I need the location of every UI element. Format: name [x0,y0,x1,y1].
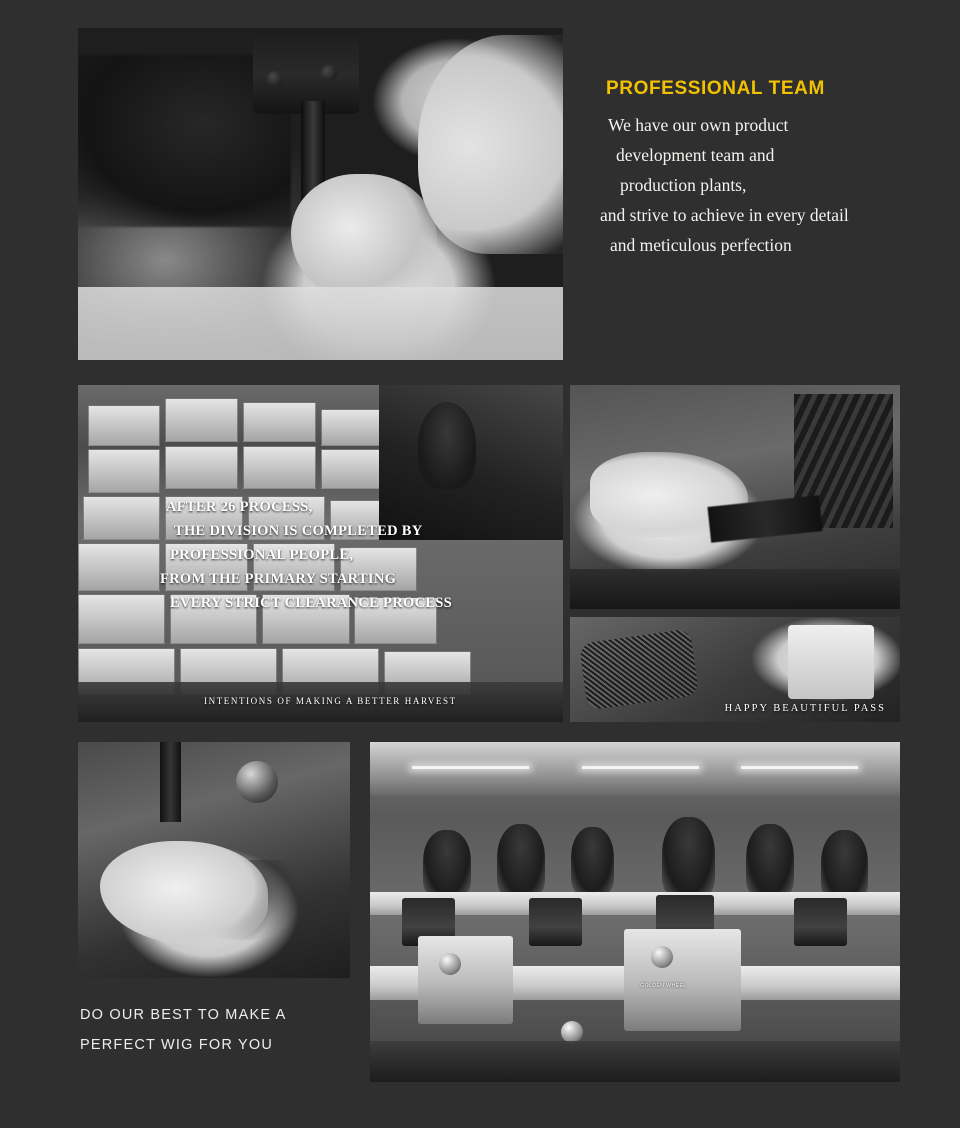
factory-worker [571,827,613,895]
box-stack [78,543,160,590]
work-table-surface [78,287,563,360]
photo-hand-sewing [78,742,350,978]
needle-arm [160,742,182,822]
photo-sewing-closeup [78,28,563,360]
warehouse-caption-line: FROM THE PRIMARY STARTING [160,571,397,587]
lace-photo-caption: HAPPY BEAUTIFUL PASS [724,703,886,714]
thread-spool [651,946,673,968]
box-stack [165,398,238,442]
professional-team-text [592,110,922,260]
factory-floor-strip [370,1041,900,1082]
lace-cap [579,628,699,710]
machine-brand-label: GOLDEN WHEEL [640,983,687,990]
team-line: and meticulous perfection [610,235,792,255]
bottom-caption [80,1000,287,1060]
foreground-sewing-machine [624,929,741,1031]
photo-weaving-table [570,385,900,609]
foreground-sewing-machine [418,936,513,1024]
photo-box-warehouse [78,385,563,722]
weaving-detail-group [570,385,900,609]
warehouse-caption-line: EVERY STRICT CLEARANCE PROCESS [170,595,453,611]
bottom-caption-line: DO OUR BEST TO MAKE A [80,1007,287,1023]
warehouse-caption-line: PROFESSIONAL PEOPLE, [170,547,354,563]
box-stack [83,496,161,540]
box-stack [88,405,161,445]
factory-worker [662,817,715,899]
warehouse-caption-line: AFTER 26 PROCESS, [166,499,313,515]
warehouse-subcaption: INTENTIONS OF MAKING A BETTER HARVEST [204,696,457,706]
thread-spool [439,953,461,975]
mannequin-head [418,402,476,490]
sewing-machine [794,898,847,946]
box-stack [165,446,238,490]
team-line: production plants, [620,175,747,195]
ceiling-lamp [741,766,858,769]
factory-ceiling [370,742,900,796]
professional-team-title: PROFESSIONAL TEAM [606,78,825,99]
bottom-caption-line: PERFECT WIG FOR YOU [80,1037,274,1053]
warehouse-caption [160,495,452,615]
factory-worker [497,824,545,899]
warehouse-caption-line: THE DIVISION IS COMPLETED BY [174,523,423,539]
factory-worker [746,824,794,899]
ceiling-lamp [412,766,529,769]
white-sewing-machine [788,625,874,699]
box-stack [243,446,316,490]
team-line: and strive to achieve in every detail [600,205,849,225]
factory-worker [423,830,471,898]
photo-detail-group [78,28,563,360]
machine-wheel-icon [236,761,278,803]
photo-factory-floor [370,742,900,1082]
factory-detail-group [370,742,900,1082]
box-stack [243,402,316,442]
worker-hands [100,841,269,945]
box-stack [88,449,161,493]
sewing-machine [529,898,582,946]
box-stack [78,594,165,645]
machine-bolt-icon [321,65,337,81]
team-line: development team and [616,145,775,165]
work-bench [570,569,900,609]
photo-lace-sewing [570,617,900,722]
worker-shoulder [418,35,564,254]
team-line: We have our own product [608,115,789,135]
professional-team-block [592,78,922,260]
hand-sewing-detail-group [78,742,350,978]
ceiling-lamp [582,766,699,769]
thread-spool [561,1021,583,1043]
